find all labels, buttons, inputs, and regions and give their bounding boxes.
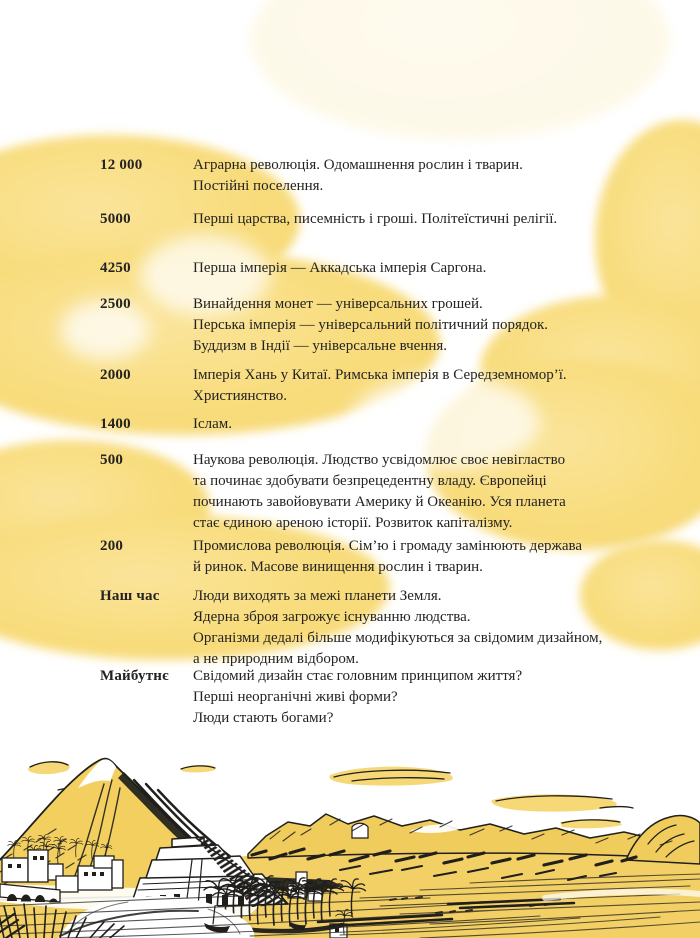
timeline-entry-line: Перша імперія — Аккадська імперія Саргона. xyxy=(193,260,487,276)
timeline-entry-line: Перська імперія — універсальний політичний порядок. xyxy=(193,317,549,333)
timeline-entry-line: Християнство. xyxy=(193,388,287,404)
timeline-entry-line: Ядерна зброя загрожує існуванню людства. xyxy=(193,609,471,625)
timeline-entry xyxy=(193,294,633,357)
timeline-entry-line: Наукова революція. Людство усвідомлює своє невігластво xyxy=(193,452,566,468)
timeline-entry xyxy=(193,536,633,578)
timeline-year-label: 1400 xyxy=(100,416,131,432)
timeline-entry-line: Винайдення монет — універсальних грошей. xyxy=(193,296,483,312)
timeline-entry xyxy=(193,666,633,729)
timeline-year-label: Наш час xyxy=(100,588,160,604)
timeline-year-label: 4250 xyxy=(100,260,131,276)
timeline-entry-line: Перші царства, писемність і гроші. Політеїстичні релігії. xyxy=(193,211,558,227)
timeline-entry-line: Свідомий дизайн стає головним принципом життя? xyxy=(193,668,523,684)
timeline-year-label: 5000 xyxy=(100,211,131,227)
timeline-entry-line: й ринок. Масове винищення рослин і тварин. xyxy=(193,559,483,575)
timeline-entry-line: та починає здобувати безпрецедентну владу. Європейці xyxy=(193,473,547,489)
timeline-entry-line: Перші неорганічні живі форми? xyxy=(193,689,398,705)
timeline-entry xyxy=(193,586,633,670)
timeline-year-label: 500 xyxy=(100,452,124,468)
timeline-entry-line: Постійні поселення. xyxy=(193,178,324,194)
timeline-entry-line: Буддизм в Індії — універсальне вчення. xyxy=(193,338,448,354)
timeline-year-label: 12 000 xyxy=(100,157,143,173)
timeline-year-label: 2000 xyxy=(100,367,131,383)
timeline-entry-line: починають завойовувати Америку й Океанію. Уся планета xyxy=(193,494,566,510)
timeline-entry-line: Промислова революція. Сім’ю і громаду замінюють держава xyxy=(193,538,583,554)
timeline-entry xyxy=(193,258,633,279)
timeline-entry-line: Іслам. xyxy=(193,416,233,432)
timeline-entry-line: Організми дедалі більше модифікуються за свідомим дизайном, xyxy=(193,630,603,646)
timeline-entry xyxy=(193,209,633,230)
timeline-year-label: 200 xyxy=(100,538,124,554)
timeline-year-label: Майбутнє xyxy=(100,668,169,684)
timeline-entry xyxy=(193,450,633,534)
timeline-entry-line: стає єдиною ареною історії. Розвиток капіталізму. xyxy=(193,515,513,531)
valley-illustration xyxy=(0,738,700,938)
timeline-entry-line: а не природним відбором. xyxy=(193,651,359,667)
timeline-entry-line: Люди стають богами? xyxy=(193,710,334,726)
timeline-entry xyxy=(193,365,633,407)
timeline-year-label: 2500 xyxy=(100,296,131,312)
timeline-entry xyxy=(193,414,633,435)
watercolor-blob xyxy=(250,0,670,140)
timeline-entry xyxy=(193,155,633,197)
timeline-entry-line: Аграрна революція. Одомашнення рослин і тварин. xyxy=(193,157,523,173)
timeline-entry-line: Імперія Хань у Китаї. Римська імперія в Середземномор’ї. xyxy=(193,367,567,383)
timeline-entry-line: Люди виходять за межі планети Земля. xyxy=(193,588,442,604)
